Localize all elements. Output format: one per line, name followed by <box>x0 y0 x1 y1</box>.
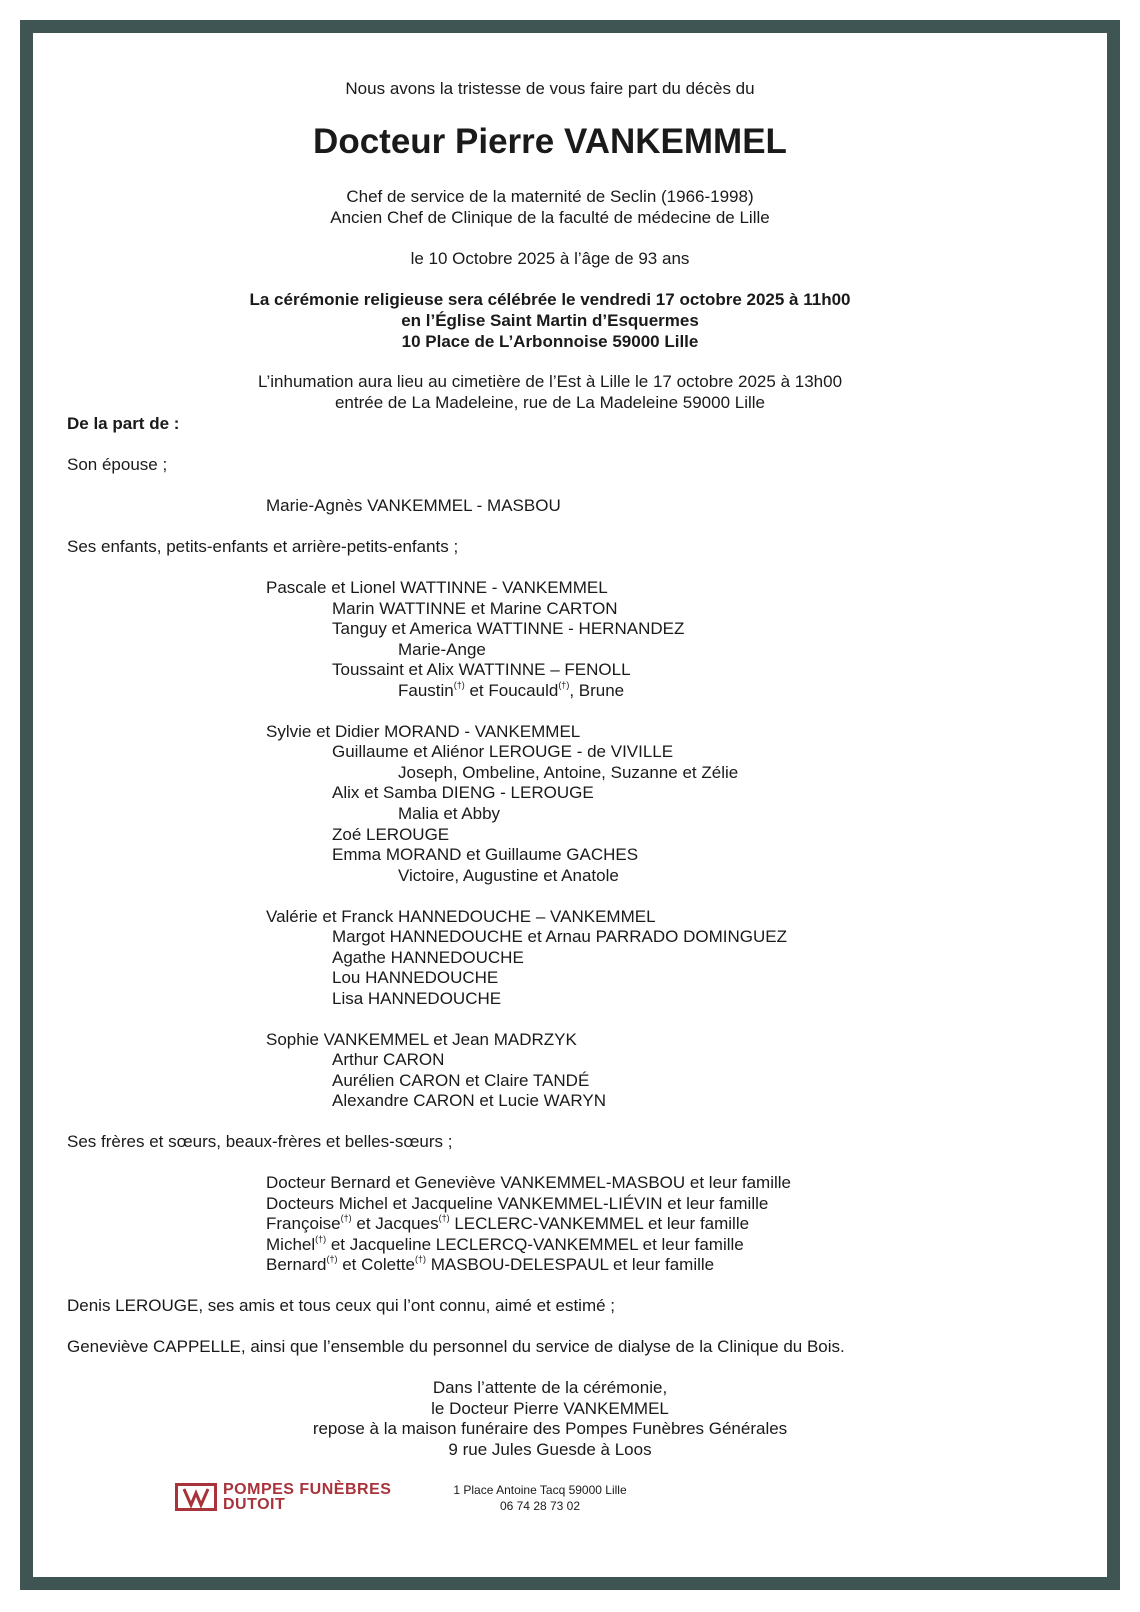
logo-mark-icon <box>175 1483 217 1511</box>
sibling-line: Bernard(†) et Colette(†) MASBOU-DELESPAUL et leur famille <box>266 1254 715 1274</box>
ceremony-line-2: en l’Église Saint Martin d’Esquermes <box>401 311 699 330</box>
position-line-1: Chef de service de la maternité de Seclin (1966-1998) <box>346 187 754 206</box>
spouse-name: Marie-Agnès VANKEMMEL - MASBOU <box>266 496 561 515</box>
siblings-label: Ses frères et sœurs, beaux-frères et belles-sœurs ; <box>67 1132 453 1151</box>
family2-head: Sylvie et Didier MORAND - VANKEMMEL <box>266 722 581 741</box>
sibling-line: Docteurs Michel et Jacqueline VANKEMMEL-LIÉVIN et leur famille <box>266 1194 769 1213</box>
position-line-2: Ancien Chef de Clinique de la faculté de médecine de Lille <box>330 208 770 227</box>
family2-child: Joseph, Ombeline, Antoine, Suzanne et Zélie <box>398 763 739 782</box>
deceased-name: Docteur Pierre VANKEMMEL <box>313 122 787 161</box>
family4-member: Alexandre CARON et Lucie WARYN <box>332 1091 606 1110</box>
family1-member: Marin WATTINNE et Marine CARTON <box>332 599 618 618</box>
burial-line-1: L’inhumation aura lieu au cimetière de l’Est à Lille le 17 octobre 2025 à 13h00 <box>257 372 843 391</box>
funeral-home-address: 1 Place Antoine Tacq 59000 Lille <box>453 1483 627 1497</box>
rest-line-3: repose à la maison funéraire des Pompes Funèbres Générales <box>312 1419 788 1438</box>
intro-text: Nous avons la tristesse de vous faire part du décès du <box>345 79 755 98</box>
family3-head: Valérie et Franck HANNEDOUCHE – VANKEMMEL <box>266 907 656 926</box>
rest-line-4: 9 rue Jules Guesde à Loos <box>448 1440 652 1459</box>
family1-member: Toussaint et Alix WATTINNE – FENOLL <box>332 660 631 679</box>
family4-member: Arthur CARON <box>332 1050 445 1069</box>
family2-member: Guillaume et Aliénor LEROUGE - de VIVILLE <box>332 742 674 761</box>
funeral-home-phone: 06 74 28 73 02 <box>499 1499 581 1513</box>
from-label: De la part de : <box>67 414 180 433</box>
others-line-2: Geneviève CAPPELLE, ainsi que l’ensemble du personnel du service de dialyse de la Clinique du Bois. <box>67 1337 845 1356</box>
rest-line-2: le Docteur Pierre VANKEMMEL <box>431 1399 669 1418</box>
family3-member: Margot HANNEDOUCHE et Arnau PARRADO DOMINGUEZ <box>332 927 787 946</box>
family1-member: Tanguy et America WATTINNE - HERNANDEZ <box>332 619 685 638</box>
children-label: Ses enfants, petits-enfants et arrière-petits-enfants ; <box>67 537 459 556</box>
logo-line-1: POMPES FUNÈBRES <box>223 1481 392 1498</box>
family2-child: Victoire, Augustine et Anatole <box>398 866 619 885</box>
family3-member: Agathe HANNEDOUCHE <box>332 948 524 967</box>
date-age: le 10 Octobre 2025 à l’âge de 93 ans <box>410 249 690 268</box>
sibling-line: Françoise(†) et Jacques(†) LECLERC-VANKEMMEL et leur famille <box>266 1213 750 1233</box>
sibling-line: Docteur Bernard et Geneviève VANKEMMEL-MASBOU et leur famille <box>266 1173 791 1192</box>
ceremony-line-1: La cérémonie religieuse sera célébrée le vendredi 17 octobre 2025 à 11h00 <box>249 290 851 309</box>
family2-member: Alix et Samba DIENG - LEROUGE <box>332 783 594 802</box>
funeral-home-logo <box>175 1482 391 1512</box>
burial-line-2: entrée de La Madeleine, rue de La Madeleine 59000 Lille <box>334 393 766 412</box>
family2-member: Emma MORAND et Guillaume GACHES <box>332 845 639 864</box>
family1-child: Faustin(†) et Foucauld(†), Brune <box>398 680 625 700</box>
family4-member: Aurélien CARON et Claire TANDÉ <box>332 1071 590 1090</box>
funeral-home-contact <box>420 1482 660 1514</box>
logo-line-2: DUTOIT <box>223 1496 286 1513</box>
family2-child: Malia et Abby <box>398 804 501 823</box>
family1-head: Pascale et Lionel WATTINNE - VANKEMMEL <box>266 578 608 597</box>
family3-member: Lou HANNEDOUCHE <box>332 968 499 987</box>
spouse-label: Son épouse ; <box>67 455 168 474</box>
others-line-1: Denis LEROUGE, ses amis et tous ceux qui l’ont connu, aimé et estimé ; <box>67 1296 616 1315</box>
sibling-line: Michel(†) et Jacqueline LECLERCQ-VANKEMMEL et leur famille <box>266 1234 744 1254</box>
family4-head: Sophie VANKEMMEL et Jean MADRZYK <box>266 1030 577 1049</box>
rest-line-1: Dans l’attente de la cérémonie, <box>432 1378 668 1397</box>
family3-member: Lisa HANNEDOUCHE <box>332 989 502 1008</box>
family1-child: Marie-Ange <box>398 640 486 659</box>
ceremony-line-3: 10 Place de L’Arbonnoise 59000 Lille <box>401 332 699 351</box>
family2-member: Zoé LEROUGE <box>332 825 450 844</box>
